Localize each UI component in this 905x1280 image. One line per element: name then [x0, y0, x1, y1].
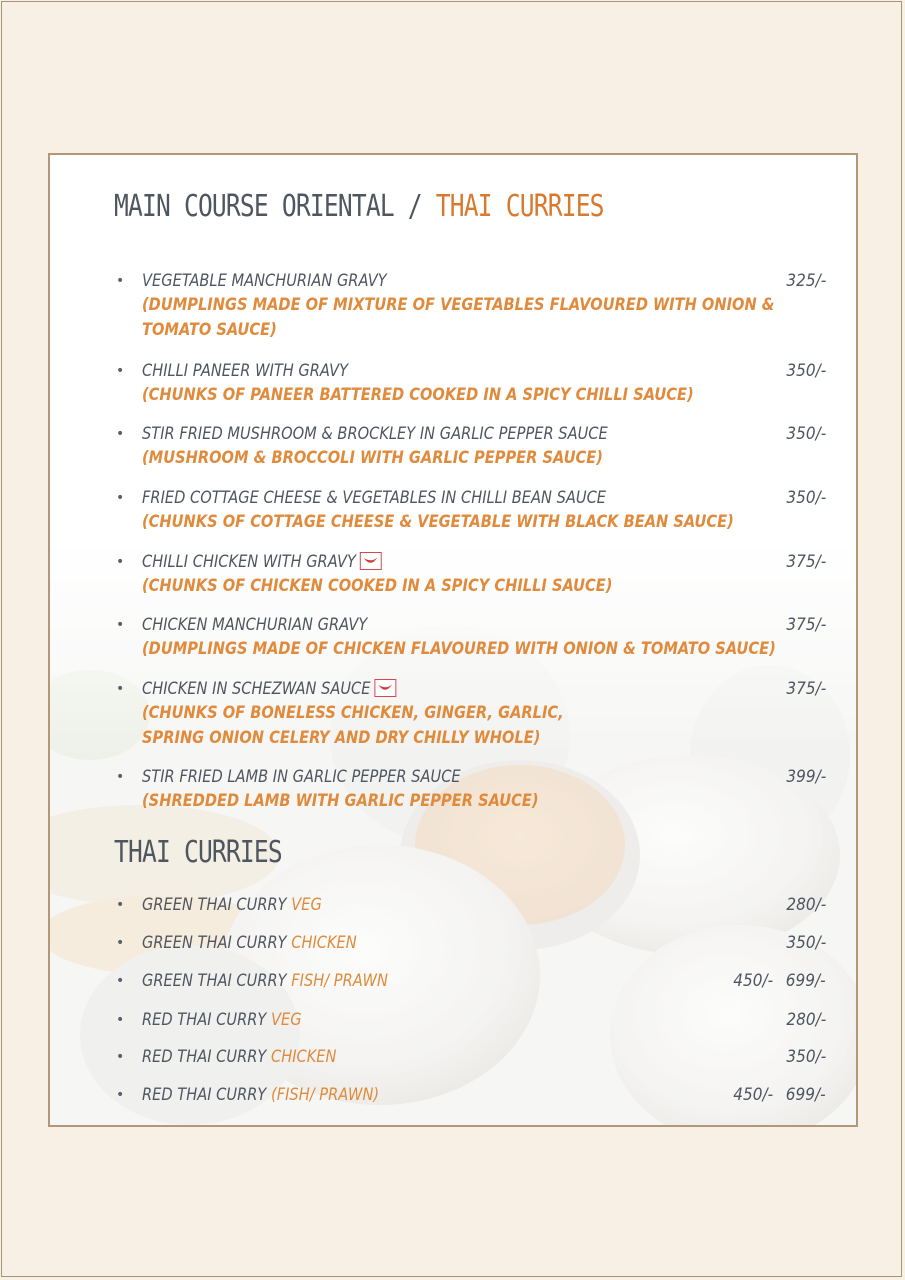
dish-price: 280/- [786, 895, 826, 915]
bullet: • [116, 681, 125, 697]
dish-name-row [142, 931, 357, 956]
dish-name: VEGETABLE MANCHURIAN GRAVY [142, 271, 387, 291]
dish-name-row [142, 969, 388, 994]
dish-name: CHILLI CHICKEN WITH GRAVY [142, 552, 356, 572]
dish-price-row [734, 969, 826, 994]
section-title: THAI CURRIES [114, 835, 282, 870]
dish-name: GREEN THAI CURRY [142, 933, 292, 953]
dish-description: (CHUNKS OF PANEER BATTERED COOKED IN A SPICY CHILLI SAUCE) [142, 385, 694, 405]
dish-name: RED THAI CURRY [142, 1010, 271, 1030]
dish-description: (DUMPLINGS MADE OF CHICKEN FLAVOURED WITH ONION & TOMATO SAUCE) [142, 639, 776, 659]
dish-variant: FISH/ PRAWN [291, 971, 388, 991]
dish-variant: CHICKEN [271, 1047, 337, 1067]
dish-description: (CHUNKS OF COTTAGE CHEESE & VEGETABLE WITH BLACK BEAN SAUCE) [142, 512, 734, 532]
dish-price: 350/- [786, 488, 826, 508]
dish-price: 280/- [786, 1010, 826, 1030]
dish-price-small: 450/- [733, 971, 774, 991]
dish-price: 325/- [786, 271, 826, 291]
bullet: • [116, 935, 125, 951]
bullet: • [116, 426, 125, 442]
dish-description: (CHUNKS OF BONELESS CHICKEN, GINGER, GARLIC, SPRING ONION CELERY AND DRY CHILLY WHOLE) [142, 703, 564, 748]
bullet: • [116, 769, 125, 785]
dish-variant: (FISH/ PRAWN) [271, 1085, 380, 1105]
bullet: • [116, 617, 125, 633]
bullet: • [116, 973, 125, 989]
dish-name-row [142, 1008, 302, 1033]
dish-name: FRIED COTTAGE CHEESE & VEGETABLES IN CHILLI BEAN SAUCE [142, 488, 607, 508]
menu-card [48, 153, 858, 1127]
dish-name: RED THAI CURRY [142, 1047, 271, 1067]
dish-name: STIR FRIED MUSHROOM & BROCKLEY IN GARLIC PEPPER SAUCE [142, 424, 608, 444]
dish-name-row [142, 550, 380, 575]
dish-variant: VEG [271, 1010, 302, 1030]
dish-price: 375/- [786, 615, 826, 635]
dish-description: (CHUNKS OF CHICKEN COOKED IN A SPICY CHILLI SAUCE) [142, 576, 613, 596]
dish-description: (MUSHROOM & BROCCOLI WITH GARLIC PEPPER SAUCE) [142, 448, 603, 468]
dish-name: CHICKEN MANCHURIAN GRAVY [142, 615, 368, 635]
dish-price: 375/- [786, 679, 826, 699]
dish-price: 350/- [786, 933, 826, 953]
dish-name: RED THAI CURRY [142, 1085, 271, 1105]
dish-price: 350/- [786, 424, 826, 444]
bullet: • [116, 1049, 125, 1065]
chilli-icon [374, 679, 396, 697]
menu-content [50, 155, 856, 1125]
dish-price-large: 699/- [786, 971, 826, 991]
dish-variant: CHICKEN [291, 933, 357, 953]
title-accent: THAI CURRIES [435, 189, 604, 224]
dish-price: 350/- [786, 361, 826, 381]
bullet: • [116, 554, 125, 570]
dish-variant: VEG [291, 895, 322, 915]
dish-name: CHILLI PANEER WITH GRAVY [142, 361, 349, 381]
dish-description: (DUMPLINGS MADE OF MIXTURE OF VEGETABLES FLAVOURED WITH ONION & TOMATO SAUCE) [142, 295, 775, 340]
bullet: • [116, 1012, 125, 1028]
dish-name-row [142, 1083, 379, 1108]
dish-description: (SHREDDED LAMB WITH GARLIC PEPPER SAUCE) [142, 791, 539, 811]
dish-price: 399/- [786, 767, 826, 787]
bullet: • [116, 1087, 125, 1103]
dish-price-large: 699/- [786, 1085, 826, 1105]
dish-name-row [142, 893, 322, 918]
bullet: • [116, 363, 125, 379]
dish-name: GREEN THAI CURRY [142, 895, 292, 915]
dish-name: CHICKEN IN SCHEZWAN SAUCE [142, 679, 371, 699]
dish-price-row [734, 1083, 826, 1108]
dish-name: GREEN THAI CURRY [142, 971, 292, 991]
dish-price-small: 450/- [733, 1085, 774, 1105]
bullet: • [116, 490, 125, 506]
chilli-icon [360, 552, 382, 570]
dish-price: 375/- [786, 552, 826, 572]
page-title: MAIN COURSE ORIENTAL / THAI CURRIES [114, 189, 604, 224]
dish-price: 350/- [786, 1047, 826, 1067]
dish-name-row [142, 1045, 336, 1070]
dish-name: STIR FRIED LAMB IN GARLIC PEPPER SAUCE [142, 767, 461, 787]
dish-name-row [142, 677, 395, 702]
bullet: • [116, 897, 125, 913]
bullet: • [116, 273, 125, 289]
